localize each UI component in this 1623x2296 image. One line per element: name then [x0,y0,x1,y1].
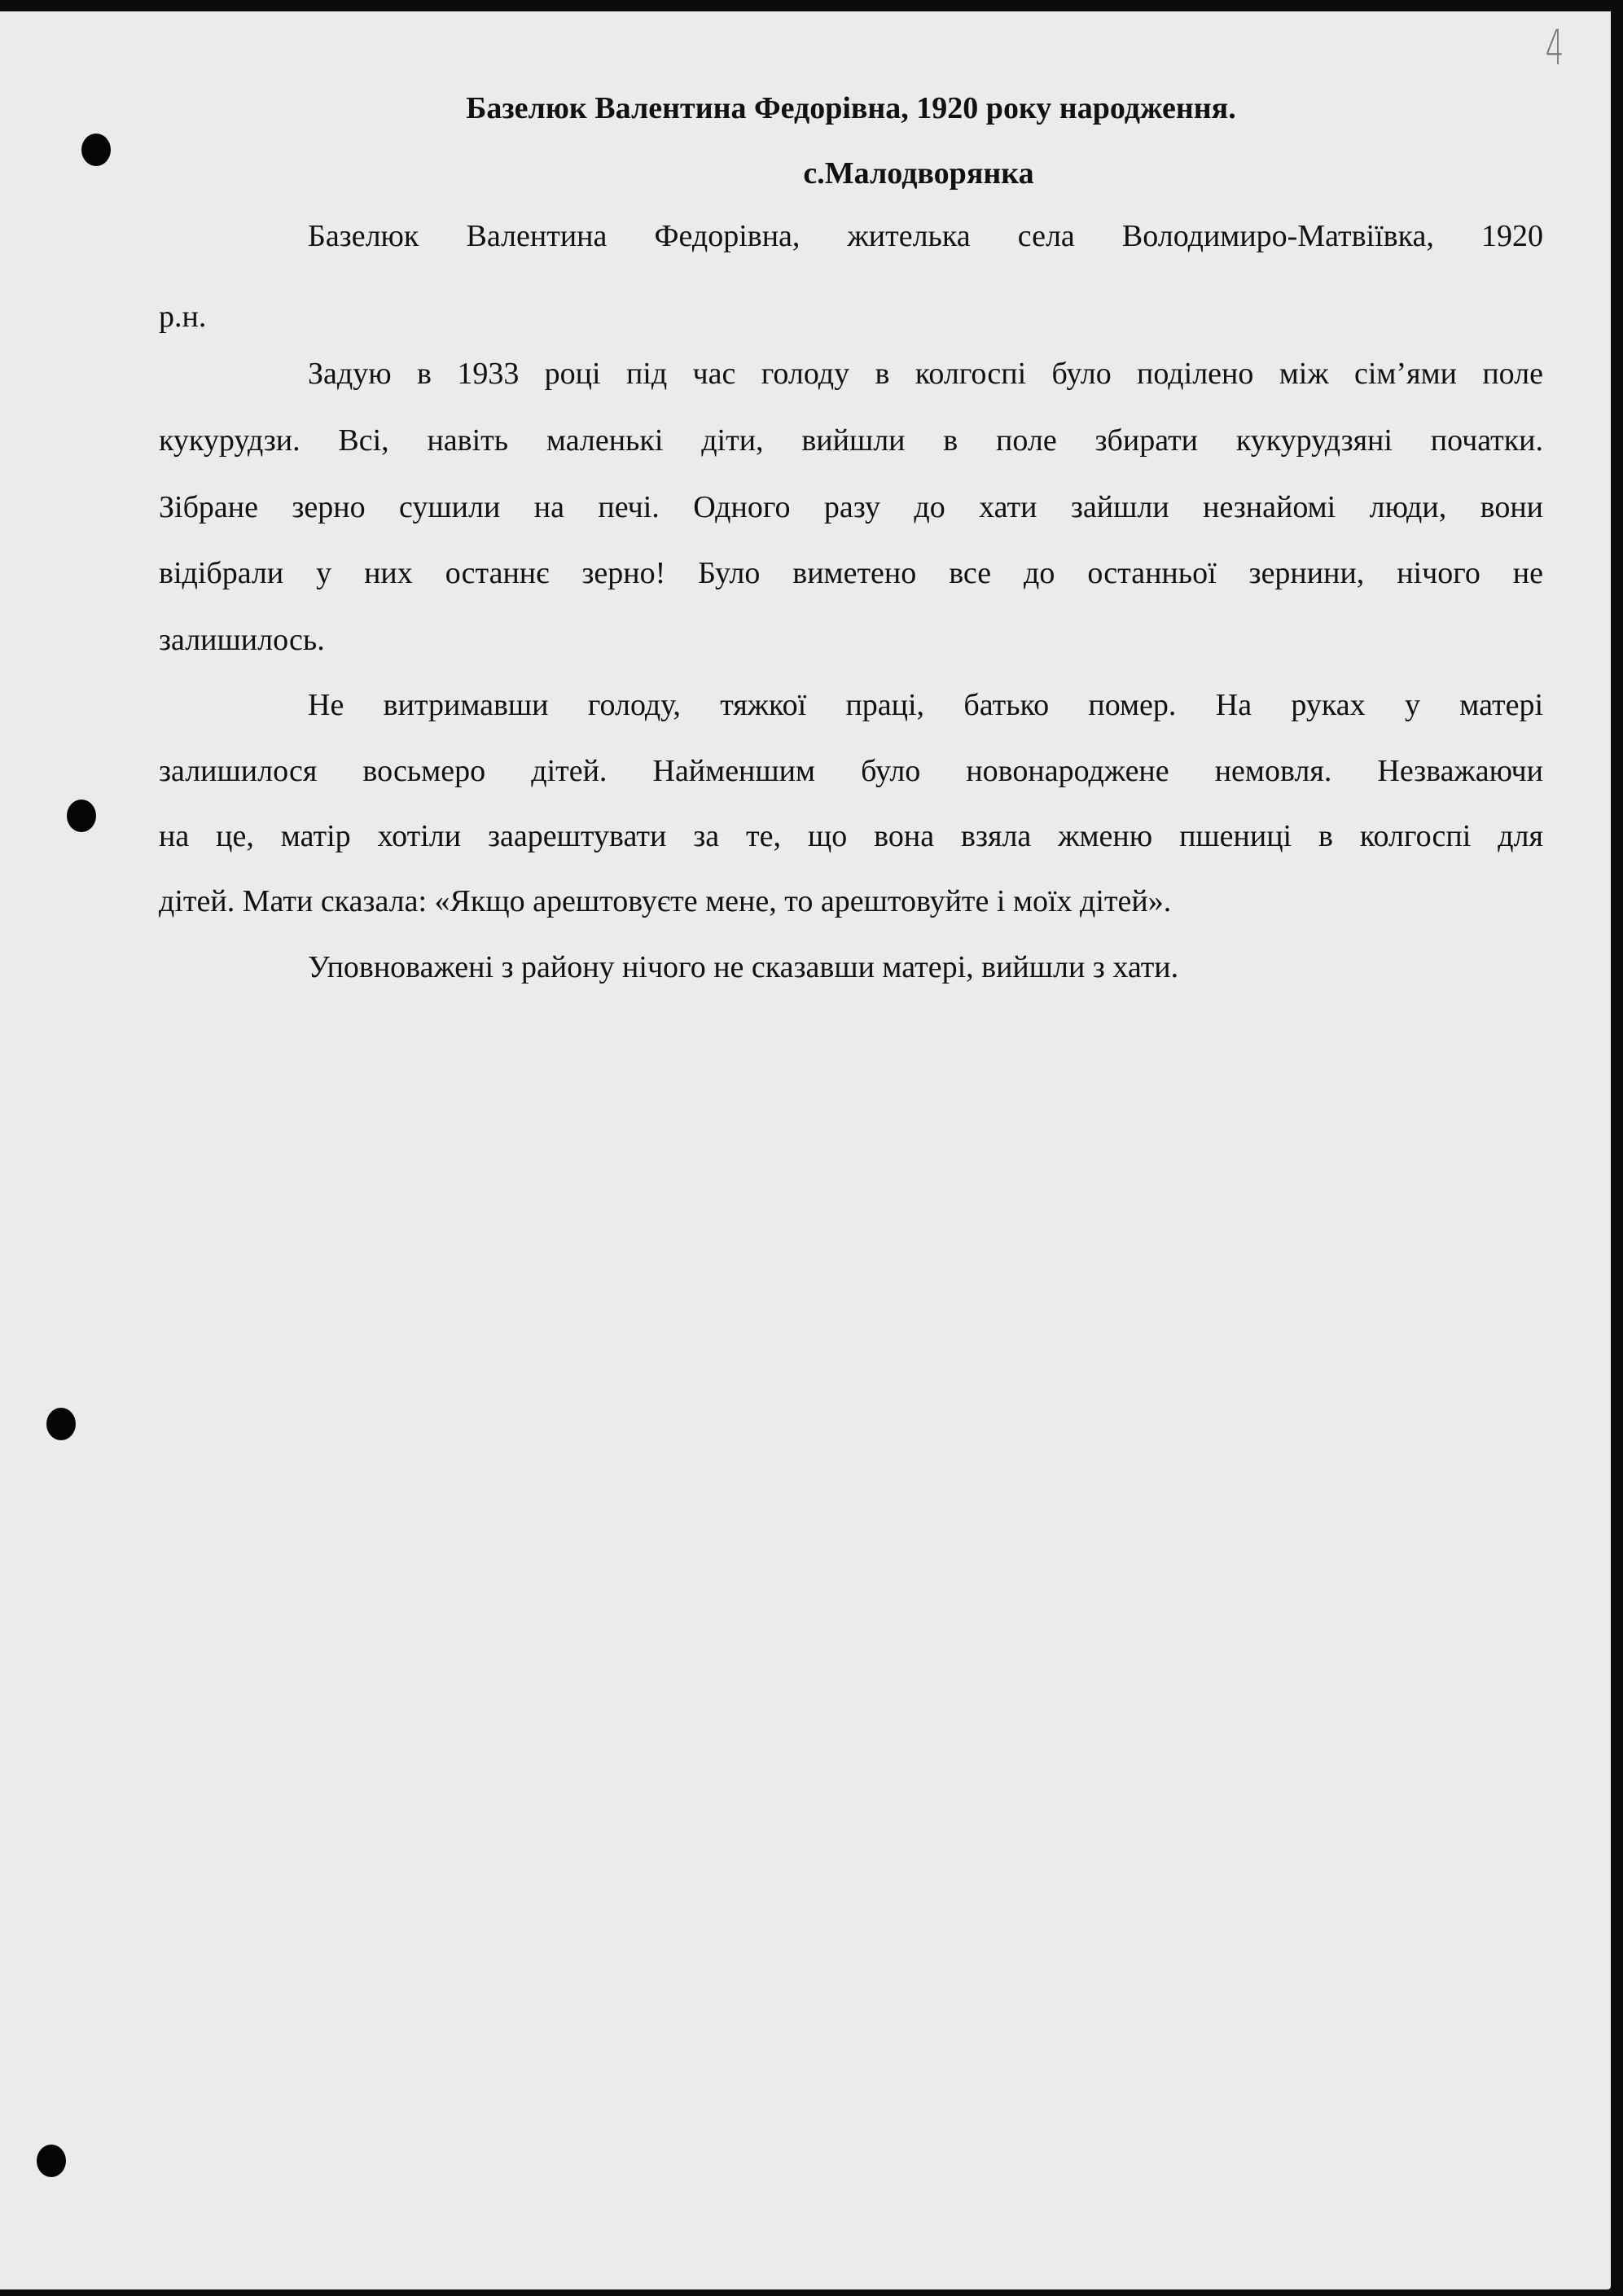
text-line: Базелюк Валентина Федорівна, жителька села Володимиро-Матвіївка, 1920 [308,219,1543,253]
text-line: р.н. [159,300,207,334]
document-title: Базелюк Валентина Федорівна, 1920 року народження. [466,91,1236,125]
document-page [0,11,1611,2289]
punch-hole [81,134,111,166]
punch-hole [46,1408,76,1440]
text-line: Не витримавши голоду, тяжкої праці, батько помер. На руках у матері [308,688,1543,722]
text-line: на це, матір хотіли заарештувати за те, що вона взяла жменю пшениці в колгоспі для [159,819,1543,853]
text-line: дітей. Мати сказала: «Якщо арештовуєте мене, то арештовуйте і моїх дітей». [159,884,1172,918]
text-line: залишилося восьмеро дітей. Найменшим було новонароджене немовля. Незважаючи [159,754,1543,788]
text-line: Уповноважені з району нічого не сказавши матері, вийшли з хати. [308,950,1179,984]
handwritten-page-number: 4 [1545,20,1564,77]
text-line: залишилось. [159,623,325,657]
document-subtitle: с.Малодворянка [803,156,1034,191]
punch-hole [37,2145,66,2177]
text-line: Зібране зерно сушили на печі. Одного разу до хати зайшли незнайомі люди, вони [159,490,1543,524]
text-line: Задую в 1933 році під час голоду в колгоспі було поділено між сім’ями поле [308,357,1543,391]
text-line: відібрали у них останнє зерно! Було виметено все до останньої зернини, нічого не [159,556,1543,590]
punch-hole [67,800,96,832]
text-line: кукурудзи. Всі, навіть маленькі діти, вийшли в поле збирати кукурудзяні початки. [159,423,1543,458]
